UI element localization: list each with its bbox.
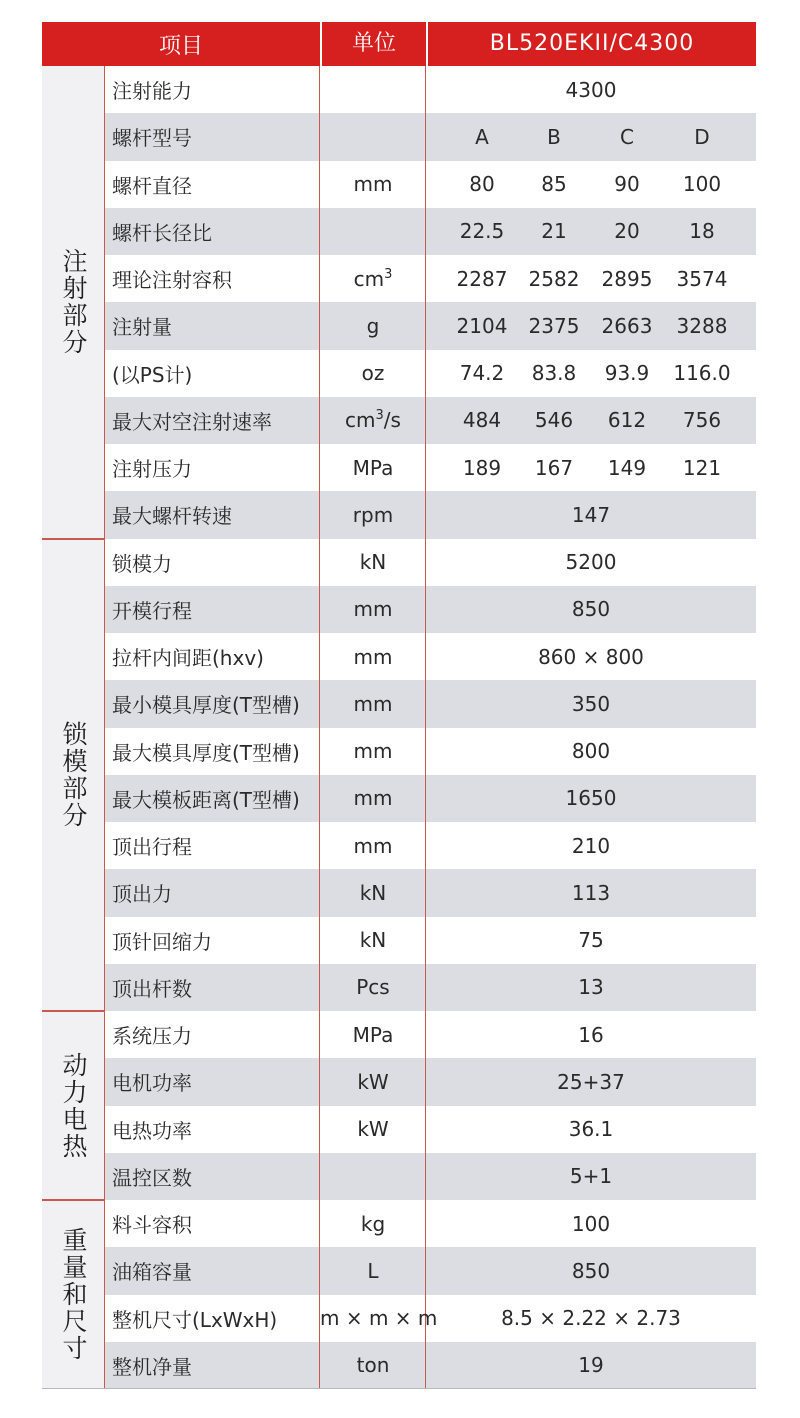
row-value: 5200 <box>565 550 617 575</box>
unit-exponent: 3 <box>384 266 393 282</box>
row-item-name: 拉杆内间距(hxv) <box>112 646 264 671</box>
table-row <box>42 161 756 208</box>
row-value: 90 <box>614 172 640 197</box>
row-item-name: 电机功率 <box>112 1071 192 1096</box>
row-value: 8.5 × 2.22 × 2.73 <box>501 1306 681 1331</box>
row-unit: MPa <box>352 1022 394 1047</box>
row-unit: ton <box>356 1353 390 1378</box>
section-divider <box>42 538 104 540</box>
row-value: 83.8 <box>531 361 577 386</box>
row-value: 484 <box>462 408 502 433</box>
row-value: 13 <box>578 975 604 1000</box>
table-row <box>42 255 756 302</box>
row-value: 121 <box>682 455 722 480</box>
section-label <box>42 1200 104 1389</box>
row-unit: g <box>366 313 380 338</box>
row-value: 100 <box>571 1211 611 1236</box>
row-item-name: (以PS计) <box>112 362 193 387</box>
row-item-name: 最大螺杆转速 <box>112 504 232 529</box>
row-unit: MPa <box>352 455 394 480</box>
row-item-name: 温控区数 <box>112 1165 192 1190</box>
row-value: 21 <box>541 219 567 244</box>
section-label-text: 动力电热 <box>59 1051 88 1160</box>
row-unit: kg <box>360 1211 386 1236</box>
row-value: 19 <box>578 1353 604 1378</box>
row-unit: mm <box>353 597 393 622</box>
header-item: 项目 <box>158 33 203 59</box>
section-label-text: 锁模部分 <box>59 720 88 829</box>
table-row <box>42 1247 756 1294</box>
row-value: A <box>475 124 489 149</box>
row-value: 116.0 <box>673 361 731 386</box>
row-unit: mm <box>353 786 393 811</box>
table-row <box>42 444 756 491</box>
row-value: 74.2 <box>459 361 505 386</box>
row-unit: rpm <box>352 502 394 527</box>
row-value: 149 <box>607 455 647 480</box>
row-value: 612 <box>607 408 647 433</box>
row-unit: mm <box>353 691 393 716</box>
row-unit: kW <box>357 1069 389 1094</box>
table-row <box>42 1011 756 1058</box>
section-label <box>42 1011 104 1200</box>
row-item-name: 螺杆直径 <box>112 173 192 198</box>
row-unit: mm <box>353 644 393 669</box>
divider-label <box>104 66 105 1388</box>
row-value: 2895 <box>601 266 653 291</box>
row-value: 210 <box>571 833 611 858</box>
row-unit: oz <box>361 361 385 386</box>
row-value: 85 <box>541 172 567 197</box>
row-value: 3288 <box>676 313 728 338</box>
row-value: 18 <box>689 219 715 244</box>
row-value: D <box>694 124 710 149</box>
row-item-name: 注射量 <box>112 315 172 340</box>
row-unit: mm <box>353 172 393 197</box>
row-unit: kN <box>359 880 387 905</box>
unit-tail: /s <box>383 408 401 433</box>
section-label <box>42 539 104 1012</box>
table-row <box>42 302 756 349</box>
table-row <box>42 680 756 727</box>
row-unit <box>320 267 426 291</box>
row-item-name: 油箱容量 <box>112 1260 192 1285</box>
row-value: 2582 <box>528 266 580 291</box>
row-value: 20 <box>614 219 640 244</box>
table-row <box>42 208 756 255</box>
row-value: 93.9 <box>604 361 650 386</box>
divider-unit <box>425 66 426 1388</box>
unit-base: cm <box>353 266 385 291</box>
row-item-name: 顶出杆数 <box>112 976 192 1001</box>
table-row <box>42 822 756 869</box>
row-value: 36.1 <box>568 1117 614 1142</box>
table-row <box>42 633 756 680</box>
row-unit: kN <box>359 550 387 575</box>
spec-sheet <box>42 22 756 1394</box>
row-value: 4300 <box>565 77 617 102</box>
row-value: 100 <box>682 172 722 197</box>
row-item-name: 料斗容积 <box>112 1213 192 1238</box>
row-unit: mm <box>353 739 393 764</box>
row-value: 546 <box>534 408 574 433</box>
table-row <box>42 1295 756 1342</box>
table-row <box>42 491 756 538</box>
row-value: 16 <box>578 1022 604 1047</box>
row-item-name: 系统压力 <box>112 1024 192 1049</box>
row-value: 22.5 <box>459 219 505 244</box>
table-row <box>42 964 756 1011</box>
table-row <box>42 917 756 964</box>
table-row <box>42 66 756 113</box>
row-item-name: 最小模具厚度(T型槽) <box>112 693 300 718</box>
row-value: 850 <box>571 1258 611 1283</box>
row-item-name: 整机尺寸(LxWxH) <box>112 1307 278 1332</box>
row-item-name: 最大模具厚度(T型槽) <box>112 740 300 765</box>
row-value: 860 × 800 <box>538 644 644 669</box>
table-row <box>42 1153 756 1200</box>
table-row <box>42 113 756 160</box>
row-item-name: 顶针回缩力 <box>112 929 212 954</box>
table-row <box>42 728 756 775</box>
row-unit: L <box>367 1258 379 1283</box>
row-item-name: 注射能力 <box>112 79 192 104</box>
row-item-name: 注射压力 <box>112 457 192 482</box>
row-value: 80 <box>469 172 495 197</box>
header-unit: 单位 <box>320 22 426 66</box>
row-value: 2375 <box>528 313 580 338</box>
table-header <box>42 22 756 66</box>
row-value: 2663 <box>601 313 653 338</box>
row-value: 2104 <box>456 313 508 338</box>
row-value: 350 <box>571 691 611 716</box>
row-value: B <box>547 124 561 149</box>
row-item-name: 最大模板距离(T型槽) <box>112 787 300 812</box>
row-value: 75 <box>578 928 604 953</box>
row-value: 167 <box>534 455 574 480</box>
row-item-name: 理论注射容积 <box>112 268 232 293</box>
row-value: C <box>620 124 634 149</box>
row-value: 3574 <box>676 266 728 291</box>
row-value: 113 <box>571 880 611 905</box>
row-item-name: 螺杆长径比 <box>112 220 212 245</box>
section-label-text: 重量和尺寸 <box>59 1227 88 1363</box>
row-item-name: 顶出行程 <box>112 835 192 860</box>
row-unit: mm <box>353 833 393 858</box>
table-row <box>42 539 756 586</box>
section-label-text: 注射部分 <box>59 248 88 357</box>
unit-base: cm <box>345 408 376 433</box>
spec-rows <box>42 66 756 1389</box>
row-value: 1650 <box>565 786 617 811</box>
row-item-name: 最大对空注射速率 <box>112 409 272 434</box>
unit-exponent: 3 <box>375 408 384 424</box>
row-value: 189 <box>462 455 502 480</box>
table-row <box>42 1342 756 1389</box>
row-item-name: 螺杆型号 <box>112 126 192 151</box>
table-row <box>42 775 756 822</box>
row-value: 147 <box>571 502 611 527</box>
section-divider <box>42 1010 104 1012</box>
row-unit: kN <box>359 928 387 953</box>
row-unit: Pcs <box>356 975 390 1000</box>
section-divider <box>42 1199 104 1201</box>
row-unit <box>320 408 426 432</box>
row-unit: kW <box>357 1117 389 1142</box>
table-row <box>42 869 756 916</box>
table-row <box>42 350 756 397</box>
table-bottom-rule <box>42 1388 756 1389</box>
row-value: 756 <box>682 408 722 433</box>
row-item-name: 整机净量 <box>112 1354 192 1379</box>
row-item-name: 开模行程 <box>112 598 192 623</box>
table-row <box>42 397 756 444</box>
table-row <box>42 1200 756 1247</box>
header-model: BL520EKII/C4300 <box>426 22 756 66</box>
table-row <box>42 1058 756 1105</box>
row-item-name: 电热功率 <box>112 1118 192 1143</box>
row-value: 25+37 <box>557 1069 625 1094</box>
row-unit: m × m × m <box>320 1306 438 1331</box>
table-row <box>42 1106 756 1153</box>
row-value: 850 <box>571 597 611 622</box>
row-value: 2287 <box>456 266 508 291</box>
row-value: 5+1 <box>569 1164 613 1189</box>
table-row <box>42 586 756 633</box>
row-item-name: 锁模力 <box>112 551 172 576</box>
row-item-name: 顶出力 <box>112 882 172 907</box>
section-label <box>42 66 104 539</box>
row-value: 800 <box>571 739 611 764</box>
